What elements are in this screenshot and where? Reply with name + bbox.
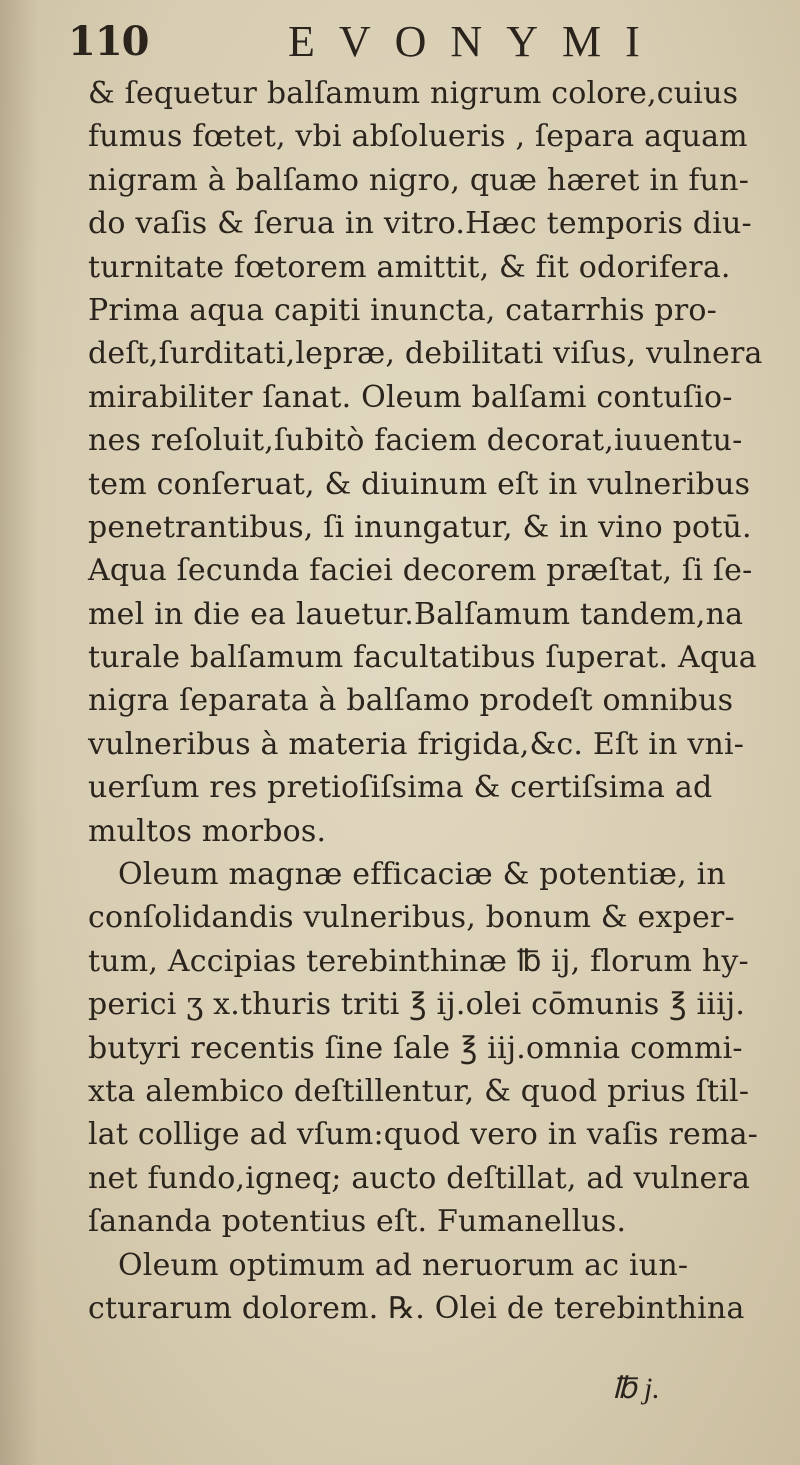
text-line: Prima aqua capiti inuncta, catarrhis pro-: [88, 292, 717, 328]
text-line: cturarum dolorem. ℞. Olei de terebinthina: [88, 1290, 745, 1326]
text-line: mirabiliter ſanat. Oleum balſami contuſio-: [88, 379, 733, 415]
text-line: multos morbos.: [88, 813, 327, 849]
text-line: xta alembico deſtillentur, & quod prius ſtil-: [88, 1073, 750, 1109]
text-line: vulneribus à materia frigida,&c. Eſt in vni-: [88, 726, 745, 762]
text-line: Aqua ſecunda faciei decorem præſtat, ſi ſe-: [88, 553, 753, 589]
text-line: & ſequetur balſamum nigrum colore,cuius: [88, 76, 739, 111]
text-line: net fundo,igneq; aucto deſtillat, ad vulnera: [88, 1160, 751, 1196]
text-line: tem conſeruat, & diuinum eſt in vulneribus: [88, 466, 751, 502]
text-line: turnitate fœtorem amittit, & fit odorifera.: [88, 249, 731, 285]
text-line: perici ʒ x.thuris triti ℥ ij.olei cōmunis ℥ iiij.: [88, 987, 746, 1023]
text-line: turale balſamum facultatibus ſuperat. Aqua: [88, 640, 757, 676]
paragraph-start-line: Oleum optimum ad neruorum ac iun-: [118, 1247, 689, 1283]
text-line: uerſum res pretioſiſsima & certiſsima ad: [88, 770, 713, 806]
page-header: [58, 12, 758, 72]
text-line: tum, Accipias terebinthinæ ℔ ij, florum hy-: [88, 943, 749, 979]
catchword: ℔ j.: [612, 1372, 660, 1405]
body-text: [88, 72, 788, 1330]
catchword-line: [0, 1371, 800, 1411]
text-line: mel in die ea lauetur.Balſamum tandem,na: [88, 596, 744, 632]
text-line: do vaſis & ſerua in vitro.Hæc temporis diu-: [88, 206, 752, 242]
text-line: lat collige ad vſum:quod vero in vaſis rema-: [88, 1117, 759, 1153]
text-line: ſananda potentius eſt. Fumanellus.: [88, 1204, 627, 1240]
running-head: EVONYMI: [288, 17, 664, 66]
text-line: deſt,ſurditati,lepræ, debilitati viſus, vulnera: [88, 336, 763, 372]
text-line: fumus fœtet, vbi abſolueris , ſepara aquam: [88, 119, 748, 155]
text-line: nigra ſeparata à balſamo prodeſt omnibus: [88, 683, 734, 719]
text-line: butyri recentis ſine ſale ℥ iij.omnia commi-: [88, 1030, 743, 1066]
text-line: conſolidandis vulneribus, bonum & exper-: [88, 900, 735, 936]
text-line: nigram à balſamo nigro, quæ hæret in fun-: [88, 162, 750, 198]
text-line: penetrantibus, ſi inungatur, & in vino potū.: [88, 509, 752, 545]
paragraph-start-line: Oleum magnæ efficaciæ & potentiæ, in: [118, 857, 726, 893]
page-number: 110: [68, 18, 149, 65]
text-line: nes reſoluit,ſubitò faciem decorat,iuuentu-: [88, 423, 743, 459]
